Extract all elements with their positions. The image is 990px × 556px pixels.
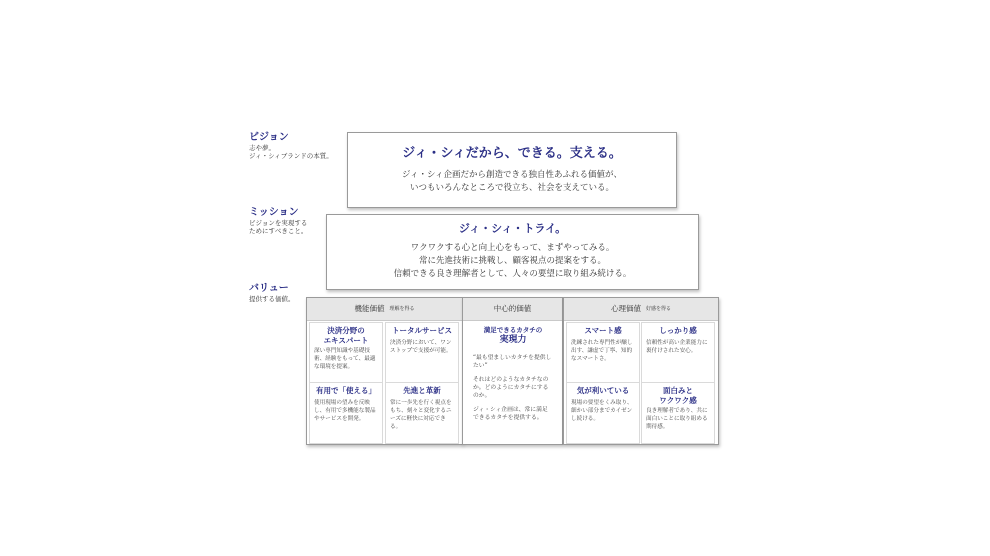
mission-line-3: 信頼できる良き理解者として、人々の要望に取り組み続ける。 <box>393 269 632 279</box>
value-card-desc: 良き理解者であり、共に面白いことに取り組める期待感。 <box>646 408 708 430</box>
value-card-title: エキスパート <box>323 336 369 345</box>
emotional-value-header <box>564 298 718 321</box>
value-card-useful <box>309 382 383 444</box>
vision-sub-1: 志や夢。 <box>249 144 275 152</box>
mission-label: ミッション <box>249 207 299 218</box>
mission-sub-1: ビジョンを実現する <box>249 219 308 227</box>
vision-label: ビジョン <box>249 132 289 143</box>
functional-value-note: 理解を得る <box>389 306 415 312</box>
value-card-desc: 常に一歩先を行く視点をもち、刻々と変化するニーズに軽快に対応できる。 <box>390 400 452 430</box>
value-card-title: 面白みと <box>663 386 693 395</box>
value-card-title: 気が利いている <box>576 386 630 395</box>
emotional-value-title: 心理価値 <box>610 304 641 313</box>
value-card-desc: 使用現場の望みを反映し、有用で多機能な製品やサービスを開発。 <box>314 400 376 422</box>
functional-value-title: 機能価値 <box>354 304 385 313</box>
value-card-desc: 洗練された専門性が醸し出す、謙虚で丁寧、知的なスマートさ。 <box>571 340 633 362</box>
central-value-header: 中心的価値 <box>463 298 562 321</box>
value-card-title: 有用で「使える」 <box>316 386 376 395</box>
mission-line-1: ワクワクする心と向上心をもって、まずやってみる。 <box>410 243 615 253</box>
mission-title: ジィ・シィ・トライ。 <box>458 222 567 235</box>
mission-line-2: 常に先進技術に挑戦し、顧客視点の提案をする。 <box>418 256 606 266</box>
value-card-desc: 現場の要望をくみ取り、細かい部分までカイゼンし続ける。 <box>571 400 633 422</box>
central-heading-2: 実現力 <box>499 335 527 345</box>
vision-line-2: いつもいろんなところで役立ち、社会を支えている。 <box>410 183 614 193</box>
value-card-reliable <box>641 322 715 384</box>
value-card-title: 決済分野の <box>327 326 365 335</box>
value-label: バリュー <box>249 283 289 294</box>
emotional-value-note: 好感を得る <box>645 306 671 312</box>
central-paragraph-1: “最も望ましいカタチを提供したい” <box>473 355 552 369</box>
vision-line-1: ジィ・シィ企画だから創造できる独自性あふれる価値が、 <box>402 170 622 180</box>
functional-value-header <box>307 298 462 321</box>
value-sub: 提供する価値。 <box>249 295 295 303</box>
central-paragraph-2: それはどのようなカタチなのか。どのようにカタチにするのか。 <box>473 377 549 399</box>
mission-box <box>326 214 699 290</box>
central-heading-1: 満足できるカタチの <box>483 326 543 334</box>
value-card-title: しっかり感 <box>659 326 697 335</box>
vision-sub-2: ジィ・シィブランドの本質。 <box>249 152 333 160</box>
value-card-expert <box>309 322 383 384</box>
mission-sub-2: ためにすべきこと。 <box>249 227 308 235</box>
value-card-total-service <box>385 322 459 384</box>
vision-title: ジィ・シィだから、できる。支える。 <box>402 146 622 161</box>
value-card-innovation <box>385 382 459 444</box>
value-card-thoughtful <box>566 382 640 444</box>
value-card-desc: 決済分野において、ワンストップで支援が可能。 <box>390 340 452 354</box>
value-card-smart <box>566 322 640 384</box>
value-card-exciting <box>641 382 715 444</box>
value-card-desc: 深い専門知識や基礎技術、経験をもって、最適な環境を提案。 <box>314 348 376 370</box>
value-card-title: スマート感 <box>584 326 622 335</box>
value-card-desc: 信頼性が高い企業能力に裏付けされた安心。 <box>646 340 708 354</box>
value-card-title: 先進と革新 <box>403 386 441 395</box>
value-card-title: トータルサービス <box>392 326 452 335</box>
functional-value-panel <box>306 297 463 445</box>
emotional-value-panel <box>563 297 719 445</box>
central-paragraph-3: ジィ・シィ企画は、常に満足できるカタチを提供する。 <box>473 407 548 421</box>
value-card-title: ワクワク感 <box>659 396 697 405</box>
central-value-panel <box>462 297 563 445</box>
vision-box <box>347 132 677 208</box>
